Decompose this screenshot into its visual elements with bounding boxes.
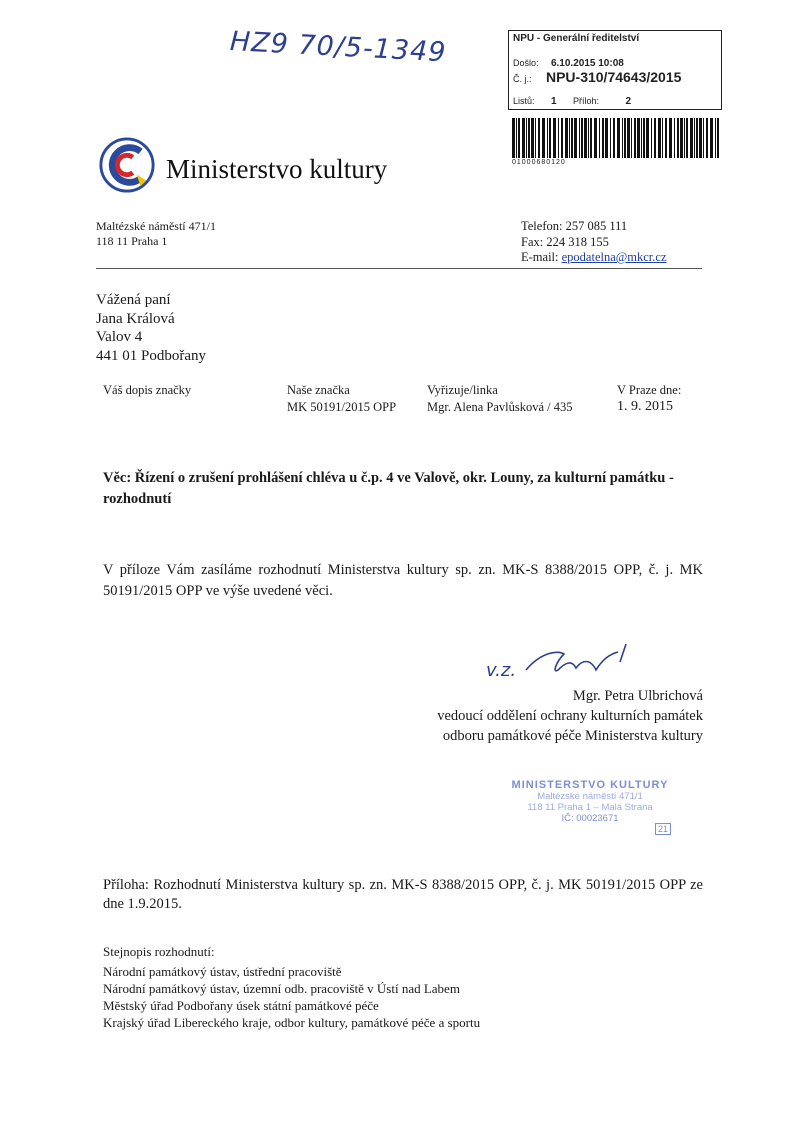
stamp-sheets — [513, 91, 631, 109]
email-label: E-mail: — [521, 250, 562, 264]
stamp-ref-label: Č. j.: — [513, 74, 532, 84]
recipient-salutation: Vážená paní — [96, 292, 171, 308]
official-stamp-number: 21 — [655, 823, 671, 835]
your-ref — [103, 382, 191, 399]
signatory-name: Mgr. Petra Ulbrichová — [572, 688, 703, 704]
official-stamp-line-4: IČ: 00023671 — [561, 813, 619, 824]
registry-stamp — [508, 30, 722, 110]
stamp-ref-value: NPU-310/74643/2015 — [545, 69, 682, 85]
recipient-name: Jana Králová — [96, 310, 175, 327]
your-ref-label: Váš dopis značky — [103, 383, 192, 397]
barcode-number: 01000680120 — [512, 159, 566, 166]
address-line-1: Maltézské náměstí 471/1 — [96, 219, 216, 233]
copies-item: Národní památkový ústav, územní odb. pracoviště v Ústí nad Labem — [103, 981, 460, 996]
stamp-sheets-value: 1 — [550, 96, 557, 107]
copies-item: Národní památkový ústav, ústřední pracoviště — [103, 964, 342, 979]
copies-item: Krajský úřad Libereckého kraje, odbor kultury, památkové péče a sportu — [103, 1015, 481, 1030]
letter-date — [617, 382, 681, 415]
signatory-role-2: odboru památkové péče Ministerstva kultury — [442, 728, 703, 744]
stamp-org: NPU - Generální ředitelství — [513, 33, 640, 44]
letter-body: V příloze Vám zasíláme rozhodnutí Ministerstva kultury sp. zn. MK-S 8388/2015 OPP, č. j. MK 50191/2015 OPP ve výše uvedené věci. — [103, 562, 703, 599]
stamp-attachments-label: Příloh: — [572, 96, 599, 106]
ministry-name: Ministerstvo kultury — [166, 154, 388, 184]
fax: Fax: 224 318 155 — [521, 234, 609, 249]
subject: Věc: Řízení o zrušení prohlášení chléva u č.p. 4 ve Valově, okr. Louny, za kulturní památku - rozhodnutí — [103, 470, 674, 507]
ministry-logo — [98, 136, 156, 194]
recipient-city: 441 01 Podbořany — [96, 347, 206, 364]
date-label: V Praze dne: — [617, 383, 682, 397]
signature-prefix: v.z. — [486, 660, 517, 681]
stamp-ref — [513, 69, 681, 87]
handled-by — [427, 382, 572, 415]
copies-item: Městský úřad Podbořany úsek státní památkové péče — [103, 998, 379, 1013]
barcode — [512, 118, 720, 158]
signatory-role-1: vedoucí oddělení ochrany kulturních památek — [437, 708, 703, 724]
address-line-2: 118 11 Praha 1 — [96, 234, 168, 248]
ministry-address — [96, 219, 216, 249]
email-line — [521, 250, 667, 266]
ministry-contact — [521, 219, 667, 266]
official-stamp-line-1: MINISTERSTVO KULTURY — [511, 779, 669, 791]
handwritten-reference: HZ9 70/5-1349 — [229, 26, 448, 69]
stamp-received-value: 6.10.2015 10:08 — [550, 58, 624, 69]
handled-by-label: Vyřizuje/linka — [427, 383, 498, 397]
signatory — [343, 686, 703, 746]
attachment-note: Příloha: Rozhodnutí Ministerstva kultury sp. zn. MK-S 8388/2015 OPP, č. j. MK 50191/2015 OPP ze dne 1.9.2015. — [103, 877, 703, 912]
stamp-sheets-label: Listů: — [513, 96, 535, 106]
official-stamp — [505, 779, 675, 841]
stamp-received-label: Došlo: — [513, 58, 539, 68]
header-divider — [96, 268, 702, 269]
phone: Telefon: 257 085 111 — [521, 219, 628, 233]
official-stamp-line-3: 118 11 Praha 1 – Malá Strana — [527, 802, 653, 813]
stamp-attachments-value: 2 — [625, 96, 632, 107]
handwritten-signature — [486, 640, 646, 684]
official-stamp-line-2: Maltézské náměstí 471/1 — [537, 791, 643, 802]
recipient-street: Valov 4 — [96, 329, 143, 345]
date-value: 1. 9. 2015 — [617, 398, 673, 414]
our-ref — [287, 382, 396, 415]
email-link[interactable]: epodatelna@mkcr.cz — [561, 250, 667, 264]
copies-title: Stejnopis rozhodnutí: — [103, 944, 215, 959]
our-ref-value: MK 50191/2015 OPP — [287, 399, 397, 414]
handled-by-value: Mgr. Alena Pavlůsková / 435 — [427, 399, 573, 414]
our-ref-label: Naše značka — [287, 383, 350, 397]
recipient-address — [96, 291, 206, 365]
copies-list — [103, 943, 480, 1031]
